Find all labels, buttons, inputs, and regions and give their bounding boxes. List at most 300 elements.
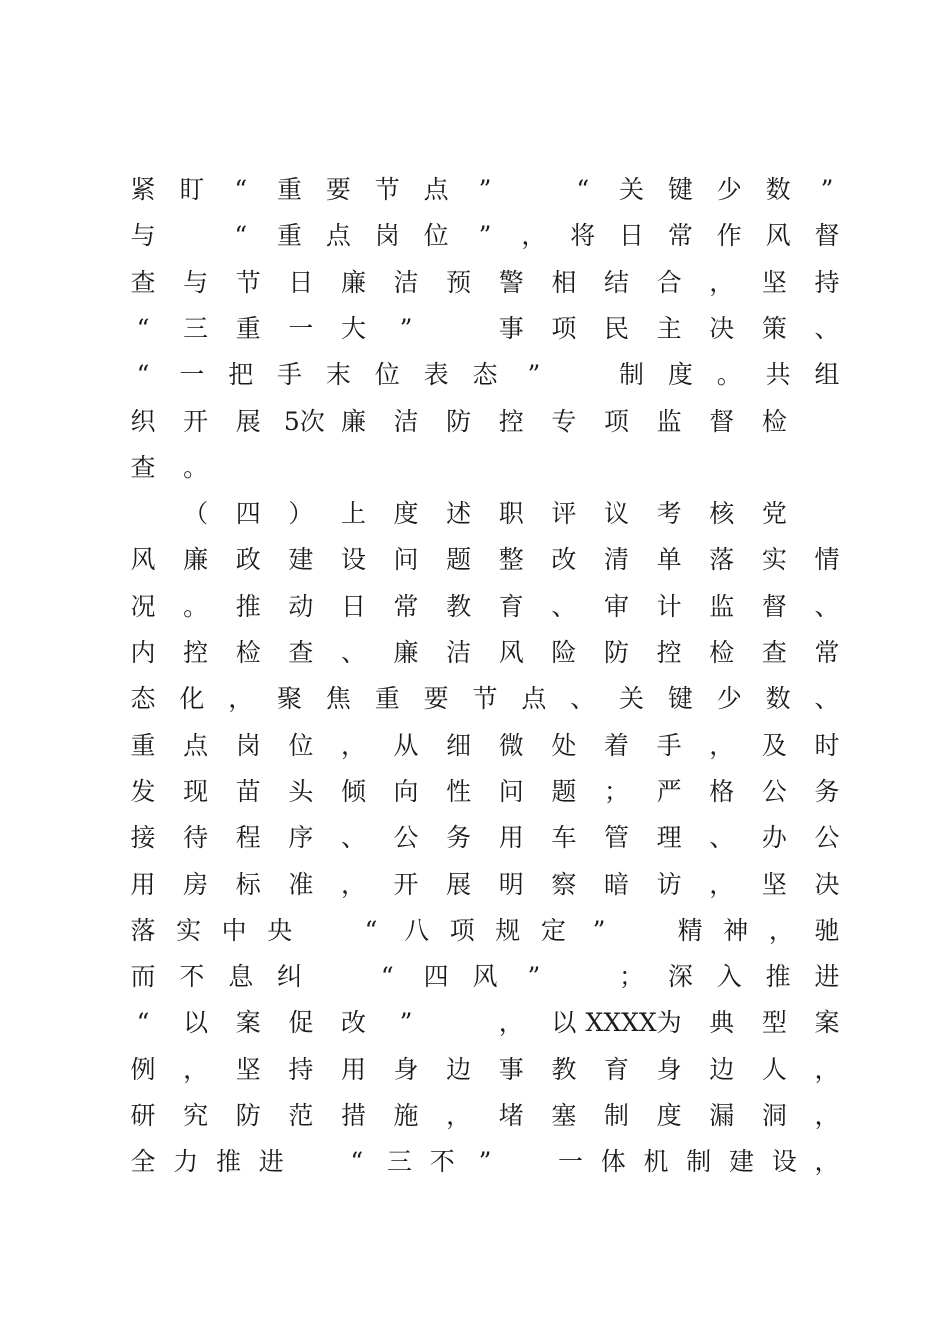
text-line xyxy=(0,726,950,766)
text-char: 事 xyxy=(498,313,524,343)
text-char: 型 xyxy=(761,1008,787,1038)
text-char: ” xyxy=(592,915,606,945)
text-char: ， xyxy=(768,915,794,945)
text-char: 、 xyxy=(570,684,596,714)
text-char: 处 xyxy=(551,730,577,760)
text-char: 相 xyxy=(551,267,577,297)
text-char: 题 xyxy=(446,545,472,575)
text-char: 策 xyxy=(761,313,787,343)
text-char: 审 xyxy=(604,591,630,621)
text-char: 廉 xyxy=(340,406,366,436)
text-char: 。 xyxy=(183,452,209,482)
text-char: 建 xyxy=(728,1147,754,1177)
text-char: 焦 xyxy=(325,684,351,714)
text-char: 施 xyxy=(393,1101,419,1130)
text-char: 不 xyxy=(429,1147,455,1177)
text-char: 关 xyxy=(619,684,645,714)
text-char: 坚 xyxy=(761,869,787,899)
text-char: 堵 xyxy=(498,1101,524,1130)
text-line xyxy=(0,911,950,951)
text-char: 。 xyxy=(183,591,209,621)
text-char: 主 xyxy=(656,313,682,343)
text-char: 措 xyxy=(340,1101,366,1130)
text-line xyxy=(0,865,950,905)
text-char: 究 xyxy=(183,1101,209,1130)
text-char: ， xyxy=(709,730,735,760)
text-char: 明 xyxy=(498,869,524,899)
text-char: 廉 xyxy=(183,545,209,575)
text-char: 洁 xyxy=(393,406,419,436)
text-line xyxy=(0,170,950,210)
text-char: 以 xyxy=(183,1008,209,1038)
text-char: 而 xyxy=(130,962,156,992)
text-char: 制 xyxy=(619,360,645,390)
text-char: 检 xyxy=(235,638,261,667)
text-char: 、 xyxy=(814,591,840,621)
text-char: 、 xyxy=(814,313,840,343)
text-char: “ xyxy=(350,1147,364,1177)
text-char: （ xyxy=(183,499,209,529)
text-char: 紧 xyxy=(130,175,156,204)
text-char: 上 xyxy=(340,499,366,529)
text-char: 发 xyxy=(130,776,156,806)
text-char: ， xyxy=(521,221,547,251)
text-line xyxy=(0,309,950,349)
text-char: 体 xyxy=(600,1147,626,1177)
text-char: 重 xyxy=(235,313,261,343)
text-char: 设 xyxy=(771,1147,797,1177)
text-char: “ xyxy=(576,175,590,204)
text-char: ， xyxy=(183,1054,209,1084)
text-char: 促 xyxy=(288,1008,314,1038)
text-char: 内 xyxy=(130,638,156,667)
text-char: 把 xyxy=(228,360,254,390)
text-char: 共 xyxy=(765,360,791,390)
text-char: 办 xyxy=(761,823,787,853)
text-char: 风 xyxy=(130,545,156,575)
text-char: 力 xyxy=(173,1147,199,1177)
text-char: 向 xyxy=(393,776,419,806)
text-char: 驰 xyxy=(814,915,840,945)
text-char: 标 xyxy=(235,869,261,899)
text-line xyxy=(0,587,950,627)
text-char: 格 xyxy=(709,776,735,806)
text-char: ” xyxy=(527,962,541,992)
text-char: 与 xyxy=(183,267,209,297)
text-char: ； xyxy=(604,776,630,806)
text-char: 四 xyxy=(423,962,449,992)
text-char: 及 xyxy=(761,730,787,760)
text-char: 案 xyxy=(235,1008,261,1038)
text-char: 从 xyxy=(393,730,419,760)
text-char: 倾 xyxy=(340,776,366,806)
text-char: 清 xyxy=(604,545,630,575)
text-char: 预 xyxy=(446,267,472,297)
text-char: 例 xyxy=(130,1054,156,1084)
text-char: 议 xyxy=(604,499,630,529)
text-char: 央 xyxy=(267,915,293,945)
text-char: 、 xyxy=(814,684,840,714)
text-char: ） xyxy=(288,499,314,529)
text-char: 关 xyxy=(619,175,645,204)
text-char: 改 xyxy=(551,545,577,575)
text-char: 一 xyxy=(288,313,314,343)
text-char: ； xyxy=(619,962,645,992)
text-char: 制 xyxy=(604,1101,630,1130)
text-char: 评 xyxy=(551,499,577,529)
text-char: 以 xyxy=(551,1008,577,1038)
text-line xyxy=(0,772,950,812)
text-char: 改 xyxy=(340,1008,366,1038)
text-char: 决 xyxy=(709,313,735,343)
text-char: 民 xyxy=(604,313,630,343)
text-char: 房 xyxy=(183,869,209,899)
text-char: 洁 xyxy=(393,267,419,297)
text-char: 访 xyxy=(656,869,682,899)
text-char: 险 xyxy=(551,638,577,667)
text-char: 廉 xyxy=(393,638,419,667)
text-char: 动 xyxy=(288,591,314,621)
text-char: 育 xyxy=(498,591,524,621)
text-char: 督 xyxy=(761,591,787,621)
text-char: ， xyxy=(709,267,735,297)
text-line xyxy=(0,448,950,488)
text-char: ” xyxy=(820,175,834,204)
text-char: 督 xyxy=(814,221,840,251)
text-char: ” xyxy=(399,1008,413,1038)
text-char: 数 xyxy=(765,684,791,714)
text-char: “ xyxy=(234,221,248,251)
text-char: 问 xyxy=(498,776,524,806)
text-char: 边 xyxy=(709,1054,735,1084)
text-char: “ xyxy=(136,360,150,390)
text-char: 范 xyxy=(288,1101,314,1130)
text-char: ” xyxy=(478,175,492,204)
text-char: ， xyxy=(814,1054,840,1084)
text-char: 实 xyxy=(761,545,787,575)
text-char: 建 xyxy=(288,545,314,575)
text-char: 持 xyxy=(814,267,840,297)
text-char: 点 xyxy=(423,175,449,204)
text-char: ， xyxy=(498,1008,524,1038)
text-char: 暗 xyxy=(604,869,630,899)
text-char: 作 xyxy=(716,221,742,251)
text-line xyxy=(0,216,950,256)
text-char: 展 xyxy=(235,406,261,436)
text-line xyxy=(0,1050,950,1090)
text-char: 盯 xyxy=(179,175,205,204)
text-char: 度 xyxy=(656,1101,682,1130)
text-char: 理 xyxy=(656,823,682,853)
text-char: ” xyxy=(399,313,413,343)
text-line xyxy=(0,957,950,997)
text-char: 查 xyxy=(130,267,156,297)
text-char: 手 xyxy=(277,360,303,390)
text-char: 严 xyxy=(656,776,682,806)
text-char: 常 xyxy=(667,221,693,251)
text-char: 项 xyxy=(604,406,630,436)
text-char: 节 xyxy=(235,267,261,297)
text-char: 点 xyxy=(183,730,209,760)
text-char: 常 xyxy=(393,591,419,621)
text-char: 日 xyxy=(619,221,645,251)
text-char: 少 xyxy=(716,684,742,714)
text-char: 键 xyxy=(667,684,693,714)
text-char: 程 xyxy=(235,823,261,853)
text-char: 开 xyxy=(183,406,209,436)
text-char: 时 xyxy=(814,730,840,760)
text-char: 控 xyxy=(498,406,524,436)
text-char: 定 xyxy=(540,915,566,945)
text-line xyxy=(0,633,950,673)
text-char: 身 xyxy=(656,1054,682,1084)
text-char: 党 xyxy=(761,499,787,529)
text-char: ” xyxy=(478,1147,492,1177)
text-line xyxy=(0,1096,950,1136)
text-char: 序 xyxy=(288,823,314,853)
text-char: 廉 xyxy=(340,267,366,297)
text-char: 重 xyxy=(277,221,303,251)
text-char: 少 xyxy=(716,175,742,204)
text-line xyxy=(0,1142,950,1182)
text-char: 位 xyxy=(288,730,314,760)
text-char: 、 xyxy=(340,823,366,853)
text-char: 接 xyxy=(130,823,156,853)
text-char: 不 xyxy=(179,962,205,992)
text-char: “ xyxy=(136,313,150,343)
text-char: 末 xyxy=(325,360,351,390)
text-char: 大 xyxy=(340,313,366,343)
text-char: 职 xyxy=(498,499,524,529)
text-line xyxy=(0,818,950,858)
text-char: 落 xyxy=(130,915,156,945)
text-char: 研 xyxy=(130,1101,156,1130)
text-char: 典 xyxy=(709,1008,735,1038)
text-char: 检 xyxy=(761,406,787,436)
text-char: 整 xyxy=(498,545,524,575)
text-char: 精 xyxy=(677,915,703,945)
text-char: 规 xyxy=(495,915,521,945)
text-char: 车 xyxy=(551,823,577,853)
text-char: 事 xyxy=(498,1054,524,1084)
text-char: 洞 xyxy=(761,1101,787,1130)
text-char: 专 xyxy=(551,406,577,436)
text-char: 三 xyxy=(183,313,209,343)
text-char: ， xyxy=(814,1147,840,1177)
text-char: 风 xyxy=(472,962,498,992)
text-char: 化 xyxy=(179,684,205,714)
text-char: 组 xyxy=(814,360,840,390)
text-char: 位 xyxy=(374,360,400,390)
text-char: 岗 xyxy=(235,730,261,760)
text-char: 一 xyxy=(179,360,205,390)
text-char: ” xyxy=(478,221,492,251)
text-char: 5次 xyxy=(283,406,325,436)
text-char: ” xyxy=(527,360,541,390)
text-char: 警 xyxy=(498,267,524,297)
text-char: 点 xyxy=(521,684,547,714)
text-char: 政 xyxy=(235,545,261,575)
text-char: XXXX xyxy=(585,1008,657,1038)
text-char: 重 xyxy=(374,684,400,714)
text-char: 计 xyxy=(656,591,682,621)
text-char: 案 xyxy=(814,1008,840,1038)
text-char: 持 xyxy=(288,1054,314,1084)
text-line xyxy=(0,1003,950,1043)
text-char: 述 xyxy=(446,499,472,529)
text-char: 察 xyxy=(551,869,577,899)
text-char: 单 xyxy=(656,545,682,575)
text-char: 、 xyxy=(551,591,577,621)
text-char: 问 xyxy=(393,545,419,575)
text-char: 节 xyxy=(374,175,400,204)
text-line xyxy=(0,402,950,442)
text-char: 漏 xyxy=(709,1101,735,1130)
text-char: 况 xyxy=(130,591,156,621)
text-char: 塞 xyxy=(551,1101,577,1130)
text-char: 核 xyxy=(709,499,735,529)
text-line xyxy=(0,263,950,303)
text-char: 人 xyxy=(761,1054,787,1084)
text-char: 防 xyxy=(446,406,472,436)
text-line xyxy=(0,355,950,395)
text-char: 开 xyxy=(393,869,419,899)
text-char: 节 xyxy=(472,684,498,714)
text-char: 查 xyxy=(288,638,314,667)
text-char: “ xyxy=(136,1008,150,1038)
text-char: 微 xyxy=(498,730,524,760)
text-char: 八 xyxy=(404,915,430,945)
text-char: 日 xyxy=(288,267,314,297)
text-char: 为 xyxy=(656,1008,682,1038)
text-char: 、 xyxy=(340,638,366,667)
text-char: 常 xyxy=(814,638,840,667)
text-char: 重 xyxy=(277,175,303,204)
text-char: 防 xyxy=(604,638,630,667)
text-char: “ xyxy=(380,962,394,992)
text-char: 用 xyxy=(130,869,156,899)
text-char: 监 xyxy=(709,591,735,621)
text-char: 公 xyxy=(761,776,787,806)
text-char: 项 xyxy=(449,915,475,945)
text-char: 进 xyxy=(258,1147,284,1177)
text-char: 查 xyxy=(130,452,156,482)
text-char: ， xyxy=(340,730,366,760)
text-char: 实 xyxy=(176,915,202,945)
text-char: 、 xyxy=(709,823,735,853)
text-char: 坚 xyxy=(235,1054,261,1084)
text-char: ， xyxy=(446,1101,472,1130)
text-char: 键 xyxy=(667,175,693,204)
text-char: 查 xyxy=(761,638,787,667)
text-char: 态 xyxy=(130,684,156,714)
text-char: 推 xyxy=(235,591,261,621)
text-char: 项 xyxy=(551,313,577,343)
text-char: 育 xyxy=(604,1054,630,1084)
text-char: 息 xyxy=(228,962,254,992)
text-char: 日 xyxy=(340,591,366,621)
text-char: ， xyxy=(340,869,366,899)
text-char: 检 xyxy=(709,638,735,667)
text-char: 公 xyxy=(814,823,840,853)
text-char: “ xyxy=(364,915,378,945)
text-char: 身 xyxy=(393,1054,419,1084)
text-char: 制 xyxy=(686,1147,712,1177)
text-line xyxy=(0,679,950,719)
text-char: 务 xyxy=(814,776,840,806)
text-char: 入 xyxy=(716,962,742,992)
text-char: 度 xyxy=(667,360,693,390)
text-char: 岗 xyxy=(374,221,400,251)
text-char: 性 xyxy=(446,776,472,806)
text-char: 态 xyxy=(472,360,498,390)
text-char: 纠 xyxy=(277,962,303,992)
text-char: 。 xyxy=(716,360,742,390)
text-char: ， xyxy=(228,684,254,714)
text-char: 待 xyxy=(183,823,209,853)
text-char: 机 xyxy=(643,1147,669,1177)
text-char: 务 xyxy=(446,823,472,853)
text-char: 细 xyxy=(446,730,472,760)
text-char: ， xyxy=(709,869,735,899)
text-char: 要 xyxy=(423,684,449,714)
text-char: 展 xyxy=(446,869,472,899)
text-char: 织 xyxy=(130,406,156,436)
text-char: 深 xyxy=(667,962,693,992)
text-char: 手 xyxy=(656,730,682,760)
text-char: 推 xyxy=(765,962,791,992)
text-char: 四 xyxy=(235,499,261,529)
text-char: 边 xyxy=(446,1054,472,1084)
text-char: 与 xyxy=(130,221,156,251)
text-char: 公 xyxy=(393,823,419,853)
text-char: ， xyxy=(814,1101,840,1130)
text-char: 三 xyxy=(386,1147,412,1177)
text-char: 中 xyxy=(221,915,247,945)
text-char: 教 xyxy=(551,1054,577,1084)
text-char: 情 xyxy=(814,545,840,575)
text-char: 用 xyxy=(498,823,524,853)
text-char: 表 xyxy=(423,360,449,390)
text-char: 洁 xyxy=(446,638,472,667)
text-char: 重 xyxy=(130,730,156,760)
text-char: 苗 xyxy=(235,776,261,806)
text-char: 风 xyxy=(498,638,524,667)
text-char: 进 xyxy=(814,962,840,992)
text-char: 用 xyxy=(340,1054,366,1084)
text-char: 现 xyxy=(183,776,209,806)
text-char: 督 xyxy=(709,406,735,436)
text-char: 教 xyxy=(446,591,472,621)
text-char: 决 xyxy=(814,869,840,899)
text-line xyxy=(0,540,950,580)
text-char: 风 xyxy=(765,221,791,251)
text-char: 监 xyxy=(656,406,682,436)
text-char: 推 xyxy=(215,1147,241,1177)
text-char: 合 xyxy=(656,267,682,297)
text-char: 设 xyxy=(340,545,366,575)
text-char: 结 xyxy=(604,267,630,297)
text-char: 要 xyxy=(325,175,351,204)
text-line xyxy=(0,494,950,534)
text-char: 落 xyxy=(709,545,735,575)
text-char: 防 xyxy=(235,1101,261,1130)
text-char: 控 xyxy=(183,638,209,667)
text-char: 数 xyxy=(765,175,791,204)
text-char: 着 xyxy=(604,730,630,760)
text-char: 一 xyxy=(557,1147,583,1177)
text-char: 聚 xyxy=(277,684,303,714)
